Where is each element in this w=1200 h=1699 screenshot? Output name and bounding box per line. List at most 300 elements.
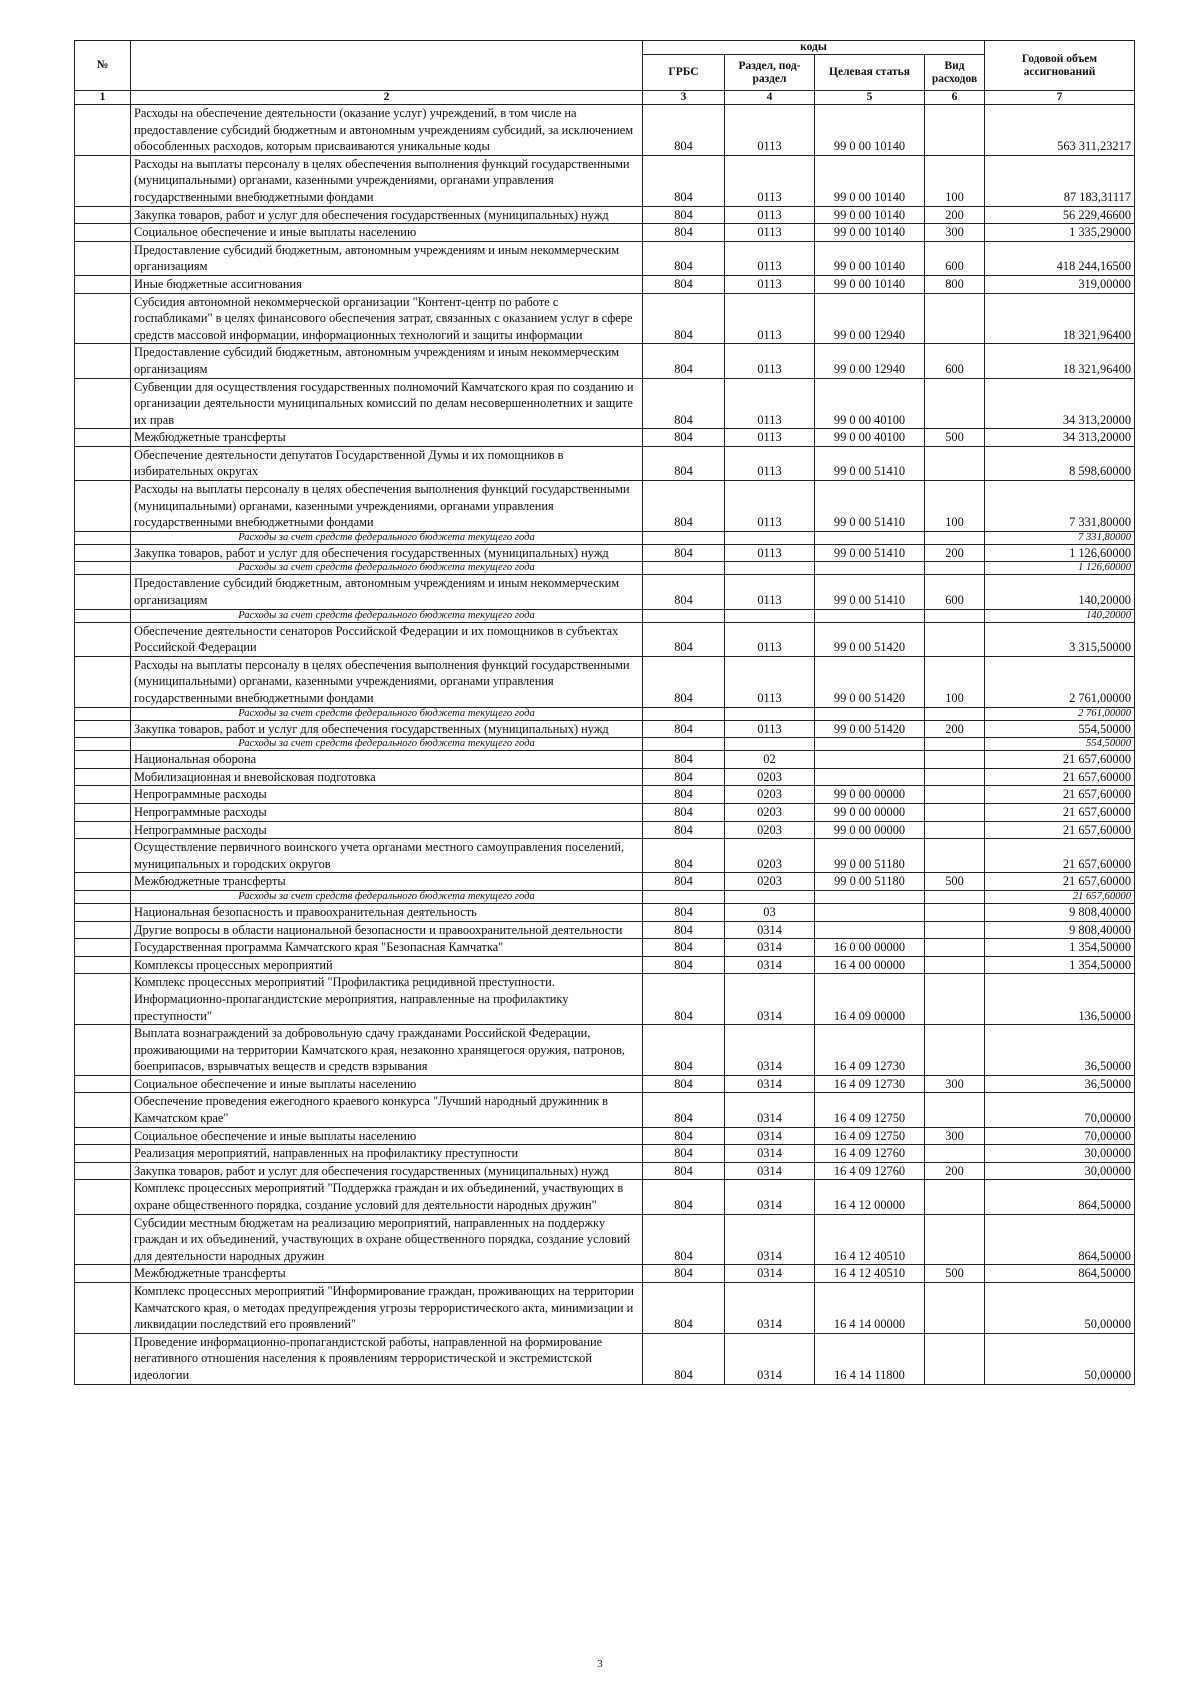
row-section: 0203 [725,839,815,873]
row-grbs: 804 [643,224,725,242]
row-section: 0314 [725,1162,815,1180]
row-number [75,293,131,344]
row-amount: 319,00000 [985,275,1135,293]
row-amount: 36,50000 [985,1025,1135,1076]
row-target [815,562,925,575]
header-index: 4 [725,91,815,105]
row-name: Расходы за счет средств федерального бюджета текущего года [131,738,643,751]
row-expense-type: 100 [925,656,985,707]
row-amount: 21 657,60000 [985,768,1135,786]
row-amount: 87 183,31117 [985,155,1135,206]
row-target [815,707,925,720]
row-section [725,562,815,575]
row-expense-type [925,1214,985,1265]
row-number [75,1075,131,1093]
row-target: 99 0 00 10140 [815,275,925,293]
row-name: Комплексы процессных мероприятий [131,956,643,974]
row-expense-type [925,293,985,344]
row-name: Осуществление первичного воинского учета органами местного самоуправления поселений, муниципальных и городских округов [131,839,643,873]
row-target [815,903,925,921]
row-section: 0113 [725,293,815,344]
row-expense-type: 600 [925,344,985,378]
row-target: 99 0 00 51410 [815,575,925,609]
row-expense-type: 800 [925,275,985,293]
row-number [75,275,131,293]
row-amount: 554,50000 [985,738,1135,751]
row-number [75,768,131,786]
row-grbs: 804 [643,575,725,609]
row-target [815,738,925,751]
row-name: Субсидии местным бюджетам на реализацию мероприятий, направленных на поддержку граждан и их объединений, участвующих в охране общественного порядка, создание условий для деятельности народных дружин [131,1214,643,1265]
row-grbs: 804 [643,1214,725,1265]
table-row [75,575,1135,609]
row-target: 99 0 00 10140 [815,206,925,224]
federal-budget-row [75,562,1135,575]
row-name: Социальное обеспечение и иные выплаты населению [131,224,643,242]
row-name: Национальная безопасность и правоохранительная деятельность [131,903,643,921]
row-number [75,903,131,921]
row-name: Расходы на выплаты персоналу в целях обеспечения выполнения функций государственными (муниципальными) органами, казенными учреждениями, органами управления государственными внебюджетными фондами [131,656,643,707]
row-number [75,707,131,720]
row-target: 16 4 09 12750 [815,1127,925,1145]
row-name: Закупка товаров, работ и услуг для обеспечения государственных (муниципальных) нужд [131,206,643,224]
row-amount: 9 808,40000 [985,903,1135,921]
row-expense-type: 600 [925,241,985,275]
row-target: 16 4 12 00000 [815,1180,925,1214]
row-name: Национальная оборона [131,751,643,769]
table-row [75,1180,1135,1214]
row-number [75,738,131,751]
table-row [75,1265,1135,1283]
row-name: Непрограммные расходы [131,803,643,821]
row-grbs: 804 [643,873,725,891]
row-amount: 21 657,60000 [985,873,1135,891]
row-number [75,241,131,275]
table-row [75,1093,1135,1127]
row-expense-type [925,622,985,656]
row-amount: 864,50000 [985,1180,1135,1214]
row-grbs: 804 [643,429,725,447]
row-amount: 140,20000 [985,609,1135,622]
row-grbs: 804 [643,786,725,804]
row-number [75,105,131,156]
header-codes: коды [643,41,985,55]
row-section: 0314 [725,1093,815,1127]
table-row [75,821,1135,839]
row-amount: 30,00000 [985,1145,1135,1163]
row-grbs: 804 [643,105,725,156]
row-name: Субвенции для осуществления государственных полномочий Камчатского края по созданию и организации деятельности муниципальных комиссий по делам несовершеннолетних и защите их прав [131,378,643,429]
row-number [75,531,131,544]
table-row [75,720,1135,738]
row-amount: 140,20000 [985,575,1135,609]
row-expense-type: 200 [925,544,985,562]
row-number [75,481,131,532]
row-amount: 2 761,00000 [985,707,1135,720]
row-name: Государственная программа Камчатского края "Безопасная Камчатка" [131,939,643,957]
row-target: 16 0 00 00000 [815,939,925,957]
row-number [75,378,131,429]
row-section: 0314 [725,939,815,957]
row-amount: 18 321,96400 [985,344,1135,378]
row-expense-type: 300 [925,1075,985,1093]
row-section: 0113 [725,575,815,609]
row-expense-type [925,707,985,720]
row-section [725,738,815,751]
row-name: Обеспечение деятельности сенаторов Российской Федерации и их помощников в субъектах Российской Федерации [131,622,643,656]
row-number [75,890,131,903]
federal-budget-row [75,707,1135,720]
row-expense-type: 600 [925,575,985,609]
row-expense-type [925,803,985,821]
row-number [75,1180,131,1214]
row-target: 99 0 00 10140 [815,224,925,242]
row-number [75,751,131,769]
row-grbs: 804 [643,839,725,873]
table-row [75,344,1135,378]
row-amount: 136,50000 [985,974,1135,1025]
row-name: Расходы за счет средств федерального бюджета текущего года [131,562,643,575]
row-target: 16 4 12 40510 [815,1214,925,1265]
row-section: 0113 [725,275,815,293]
row-amount: 56 229,46600 [985,206,1135,224]
row-expense-type [925,903,985,921]
row-number [75,1333,131,1384]
row-amount: 21 657,60000 [985,839,1135,873]
row-name: Иные бюджетные ассигнования [131,275,643,293]
row-section: 0314 [725,1180,815,1214]
row-name: Выплата вознаграждений за добровольную сдачу гражданами Российской Федерации, проживающими на территории Камчатского края, незаконно хранящегося оружия, патронов, боеприпасов, взрывчатых веществ и средств взрывания [131,1025,643,1076]
row-amount: 36,50000 [985,1075,1135,1093]
row-target [815,921,925,939]
row-grbs: 804 [643,344,725,378]
table-row [75,378,1135,429]
row-expense-type [925,531,985,544]
row-grbs [643,531,725,544]
row-name: Расходы на выплаты персоналу в целях обеспечения выполнения функций государственными (муниципальными) органами, казенными учреждениями, органами управления государственными внебюджетными фондами [131,155,643,206]
row-number [75,1145,131,1163]
row-expense-type [925,821,985,839]
row-number [75,956,131,974]
table-row [75,1145,1135,1163]
table-row [75,921,1135,939]
row-section: 0113 [725,155,815,206]
row-section: 0314 [725,1214,815,1265]
row-target [815,531,925,544]
row-section: 0113 [725,224,815,242]
row-number [75,429,131,447]
row-grbs: 804 [643,768,725,786]
row-amount: 21 657,60000 [985,821,1135,839]
row-grbs [643,562,725,575]
row-name: Комплекс процессных мероприятий "Профилактика рецидивной преступности. Информационно-пропагандистские мероприятия, направленные на профилактику преступности" [131,974,643,1025]
row-section: 0203 [725,821,815,839]
row-grbs: 804 [643,956,725,974]
row-expense-type [925,1333,985,1384]
row-target: 99 0 00 12940 [815,293,925,344]
table-row [75,224,1135,242]
row-expense-type: 100 [925,155,985,206]
row-amount: 21 657,60000 [985,890,1135,903]
row-target [815,751,925,769]
table-row [75,275,1135,293]
row-grbs [643,738,725,751]
row-grbs: 804 [643,821,725,839]
row-amount: 21 657,60000 [985,751,1135,769]
budget-table [74,40,1135,1385]
row-name: Расходы за счет средств федерального бюджета текущего года [131,707,643,720]
header-index: 5 [815,91,925,105]
row-target: 99 0 00 40100 [815,429,925,447]
row-number [75,344,131,378]
row-number [75,446,131,480]
table-body [75,105,1135,1385]
row-target: 99 0 00 51180 [815,873,925,891]
row-amount: 34 313,20000 [985,429,1135,447]
row-grbs: 804 [643,1283,725,1334]
row-grbs: 804 [643,1265,725,1283]
row-name: Закупка товаров, работ и услуг для обеспечения государственных (муниципальных) нужд [131,1162,643,1180]
header-index: 6 [925,91,985,105]
row-grbs: 804 [643,1127,725,1145]
header-name [131,41,643,91]
row-amount: 1 126,60000 [985,544,1135,562]
row-number [75,839,131,873]
document-page [74,40,1134,1385]
row-expense-type [925,786,985,804]
row-section: 02 [725,751,815,769]
row-target: 16 4 09 12760 [815,1162,925,1180]
row-grbs: 804 [643,921,725,939]
row-expense-type [925,738,985,751]
table-row [75,622,1135,656]
table-row [75,939,1135,957]
row-target: 99 0 00 51420 [815,622,925,656]
row-amount: 418 244,16500 [985,241,1135,275]
row-name: Межбюджетные трансферты [131,1265,643,1283]
row-expense-type [925,956,985,974]
table-row [75,768,1135,786]
row-number [75,562,131,575]
row-section: 0314 [725,974,815,1025]
row-grbs: 804 [643,1075,725,1093]
row-section: 0113 [725,622,815,656]
row-expense-type: 200 [925,1162,985,1180]
row-section: 0314 [725,1333,815,1384]
row-name: Проведение информационно-пропагандистской работы, направленной на формирование негативного отношения населения к проявлениям террористической и экстремистской идеологии [131,1333,643,1384]
row-number [75,1214,131,1265]
row-expense-type [925,839,985,873]
row-expense-type [925,446,985,480]
row-amount: 50,00000 [985,1333,1135,1384]
row-target: 99 0 00 51180 [815,839,925,873]
row-number [75,224,131,242]
row-target: 99 0 00 10140 [815,155,925,206]
row-name: Субсидия автономной некоммерческой организации "Контент-центр по работе с госпабликами" в целях финансового обеспечения затрат, связанных с оказанием услуг в сфере средств массовой информации, информационных технологий и защиты информации [131,293,643,344]
row-expense-type [925,562,985,575]
row-number [75,1127,131,1145]
row-expense-type [925,921,985,939]
row-target: 16 4 09 12730 [815,1075,925,1093]
row-grbs: 804 [643,155,725,206]
row-amount: 34 313,20000 [985,378,1135,429]
row-number [75,656,131,707]
row-number [75,974,131,1025]
row-amount: 7 331,80000 [985,481,1135,532]
row-expense-type: 500 [925,1265,985,1283]
federal-budget-row [75,890,1135,903]
row-target: 99 0 00 51420 [815,720,925,738]
header-annual: Годовой объем ассигнований [985,41,1135,91]
row-section: 03 [725,903,815,921]
row-target: 16 4 00 00000 [815,956,925,974]
row-expense-type: 500 [925,429,985,447]
row-expense-type [925,1025,985,1076]
row-name: Расходы за счет средств федерального бюджета текущего года [131,609,643,622]
row-name: Расходы за счет средств федерального бюджета текущего года [131,890,643,903]
row-section: 0314 [725,1265,815,1283]
row-target: 99 0 00 51420 [815,656,925,707]
row-section: 0113 [725,429,815,447]
row-grbs: 804 [643,903,725,921]
row-number [75,873,131,891]
row-number [75,1025,131,1076]
header-index: 2 [131,91,643,105]
row-name: Закупка товаров, работ и услуг для обеспечения государственных (муниципальных) нужд [131,544,643,562]
row-expense-type [925,939,985,957]
row-expense-type: 300 [925,1127,985,1145]
table-row [75,105,1135,156]
federal-budget-row [75,531,1135,544]
table-row [75,1283,1135,1334]
row-grbs: 804 [643,241,725,275]
row-target: 99 0 00 40100 [815,378,925,429]
row-name: Комплекс процессных мероприятий "Поддержка граждан и их объединений, участвующих в охране общественного порядка, создание условий для деятельности народных дружин" [131,1180,643,1214]
row-target: 99 0 00 51410 [815,446,925,480]
row-number [75,803,131,821]
row-section: 0113 [725,656,815,707]
row-section: 0113 [725,344,815,378]
row-name: Комплекс процессных мероприятий "Информирование граждан, проживающих на территории Камчатского края, о методах предупреждения угрозы террористического акта, минимизации и ликвидации последствий его проявлений" [131,1283,643,1334]
row-expense-type [925,768,985,786]
row-expense-type: 100 [925,481,985,532]
table-row [75,786,1135,804]
row-expense-type: 300 [925,224,985,242]
table-row [75,1214,1135,1265]
row-amount: 21 657,60000 [985,803,1135,821]
row-number [75,609,131,622]
row-target [815,890,925,903]
row-target: 16 4 09 12760 [815,1145,925,1163]
row-name: Социальное обеспечение и иные выплаты населению [131,1127,643,1145]
table-row [75,751,1135,769]
row-amount: 9 808,40000 [985,921,1135,939]
row-number [75,575,131,609]
row-section: 0314 [725,956,815,974]
row-name: Расходы на обеспечение деятельности (оказание услуг) учреждений, в том числе на предоставление субсидий бюджетным и автономным учреждениям субсидий, за исключением обособленных расходов, которым присваиваются уникальные коды [131,105,643,156]
row-amount: 70,00000 [985,1127,1135,1145]
row-section [725,609,815,622]
row-number [75,1162,131,1180]
row-name: Социальное обеспечение и иные выплаты населению [131,1075,643,1093]
federal-budget-row [75,609,1135,622]
row-amount: 1 126,60000 [985,562,1135,575]
row-grbs: 804 [643,378,725,429]
table-row [75,956,1135,974]
table-row [75,803,1135,821]
row-number [75,206,131,224]
row-name: Межбюджетные трансферты [131,873,643,891]
row-section: 0113 [725,446,815,480]
table-row [75,873,1135,891]
row-amount: 864,50000 [985,1214,1135,1265]
row-section: 0113 [725,720,815,738]
row-amount: 18 321,96400 [985,293,1135,344]
row-section: 0314 [725,1127,815,1145]
row-target: 99 0 00 10140 [815,241,925,275]
header-grbs: ГРБС [643,55,725,91]
row-target: 16 4 09 12730 [815,1025,925,1076]
row-number [75,1093,131,1127]
table-row [75,429,1135,447]
row-name: Непрограммные расходы [131,786,643,804]
row-section [725,890,815,903]
table-row [75,656,1135,707]
table-row [75,1127,1135,1145]
row-grbs: 804 [643,974,725,1025]
row-grbs: 804 [643,1145,725,1163]
row-section: 0314 [725,1025,815,1076]
row-amount: 864,50000 [985,1265,1135,1283]
row-grbs: 804 [643,544,725,562]
row-section: 0113 [725,105,815,156]
table-row [75,839,1135,873]
row-target: 16 4 12 40510 [815,1265,925,1283]
header-expense-type: Вид расходов [925,55,985,91]
row-amount: 2 761,00000 [985,656,1135,707]
row-name: Обеспечение деятельности депутатов Государственной Думы и их помощников в избирательных округах [131,446,643,480]
row-amount: 3 315,50000 [985,622,1135,656]
header-index: 1 [75,91,131,105]
row-number [75,155,131,206]
row-grbs: 804 [643,1180,725,1214]
row-name: Расходы за счет средств федерального бюджета текущего года [131,531,643,544]
row-amount: 30,00000 [985,1162,1135,1180]
row-number [75,786,131,804]
row-grbs [643,707,725,720]
row-section: 0314 [725,1283,815,1334]
table-row [75,1333,1135,1384]
row-number [75,939,131,957]
table-row [75,903,1135,921]
row-amount: 7 331,80000 [985,531,1135,544]
row-target: 16 4 14 11800 [815,1333,925,1384]
row-grbs: 804 [643,1162,725,1180]
row-target: 99 0 00 00000 [815,786,925,804]
row-target: 99 0 00 10140 [815,105,925,156]
row-name: Предоставление субсидий бюджетным, автономным учреждениям и иным некоммерческим организациям [131,575,643,609]
row-name: Другие вопросы в области национальной безопасности и правоохранительной деятельности [131,921,643,939]
row-number [75,544,131,562]
page-number: 3 [597,1658,603,1670]
row-grbs: 804 [643,720,725,738]
row-section: 0203 [725,873,815,891]
row-grbs [643,890,725,903]
table-row [75,544,1135,562]
row-grbs: 804 [643,939,725,957]
row-grbs: 804 [643,275,725,293]
row-target: 99 0 00 00000 [815,821,925,839]
